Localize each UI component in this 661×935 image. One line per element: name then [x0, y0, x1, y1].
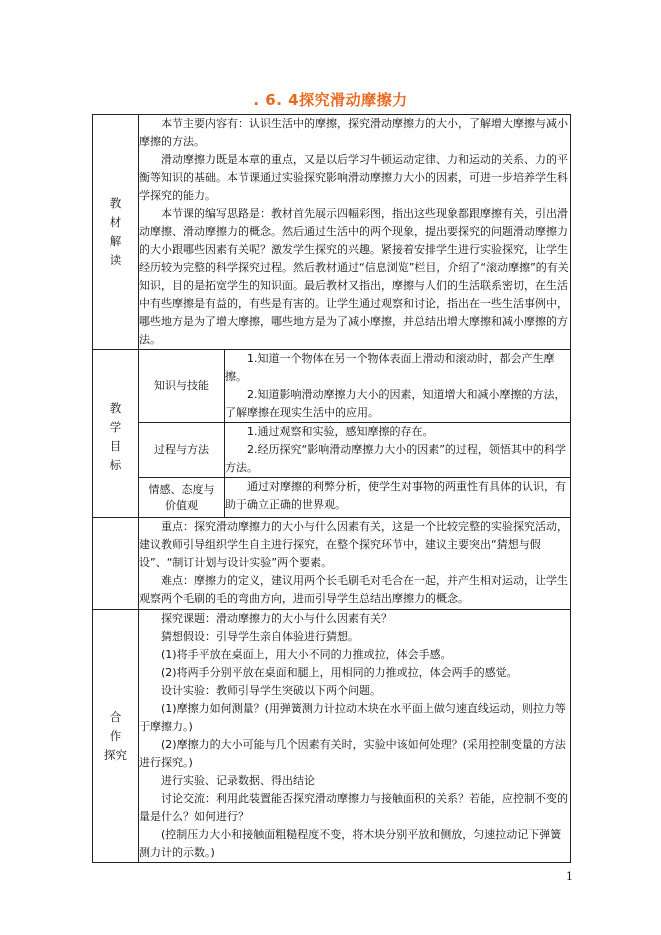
label-keypoints-empty — [93, 518, 139, 610]
paragraph: 通过对摩擦的利弊分析，使学生对事物的两重性有具体的认识，有助于确立正确的世界观。 — [225, 480, 566, 511]
page-title: . 6. 4探究滑动摩擦力 — [253, 91, 408, 109]
paragraph: 本节课的编写思路是：教材首先展示四幅彩图，指出这些现象都跟摩擦有关，引出滑动摩擦、滑动摩擦力的概念。然后通过生活中的两个现象，提出要探究的问题滑动摩擦力的大小跟哪些因素有关呢？激发学生探究的兴趣。紧接着安排学生进行实验探究，让学生经历较为完整的科学探究过程。然后教材通过“信息浏览”栏目，介绍了“滚动摩擦”的有关知识，目的是拓宽学生的知识面。最后教材又指出，摩擦与人们的生活联系密切，在生活中有些摩擦是有益的，有些是有害的。让学生通过观察和讨论，指出在一些生活事例中，哪些地方是为了增大摩擦，哪些地方是为了减小摩擦，并总结出增大摩擦和减小摩擦的方法。 — [139, 207, 569, 346]
label-char: 目 — [109, 438, 122, 453]
paragraph: (1)摩擦力如何测量？(用弹簧测力计拉动木块在水平面上做匀速直线运动，则拉力等于摩擦力。) — [139, 702, 566, 733]
paragraph: 本节主要内容有：认识生活中的摩擦，探究滑动摩擦力的大小，了解增大摩擦与减小摩擦的方法。 — [139, 117, 568, 148]
paragraph: 1.知道一个物体在另一个物体表面上滑动和滚动时，都会产生摩擦。 — [225, 352, 555, 383]
paragraph: 2.经历探究“影响滑动摩擦力大小的因素”的过程，领悟其中的科学方法。 — [225, 443, 566, 474]
row-goal-knowledge — [93, 350, 571, 423]
label-char-part: 究 — [115, 747, 127, 762]
paragraph: (2)摩擦力的大小可能与几个因素有关时，实验中该如何处理？(采用控制变量的方法进行探究。) — [139, 738, 566, 769]
page-number: 1 — [566, 870, 573, 883]
knowledge-content — [225, 350, 571, 423]
inquiry-content — [139, 610, 571, 863]
label-char: 教 — [109, 196, 122, 210]
label-char: 合 — [109, 709, 122, 724]
paragraph: (1)将手平放在桌面上，用大小不同的力推或拉，体会手感。 — [161, 648, 452, 661]
paragraph: (控制压力大小和接触面粗糙程度不变，将木块分别平放和侧放，匀速拉动记下弹簧测力计的示数。) — [139, 828, 562, 859]
label-textbook-interpretation — [93, 115, 139, 350]
label-char: 学 — [109, 419, 122, 434]
row-textbook-interpretation — [93, 115, 571, 350]
paragraph: 探究课题：滑动摩擦力的大小与什么因素有关？ — [161, 612, 392, 625]
label-line: 情感、态度与 — [148, 482, 215, 496]
paragraph: 设计实验：教师引导学生突破以下两个问题。 — [161, 684, 381, 697]
keypoints-content — [139, 518, 571, 610]
lesson-plan-table — [92, 114, 571, 863]
label-char: 读 — [109, 253, 122, 267]
label-char: 材 — [109, 215, 122, 229]
paragraph: 难点：摩擦力的定义，建议用两个长毛刷毛对毛合在一起，并产生相对运动，让学生观察两个毛刷的毛的弯曲方向，进而引导学生总结出摩擦力的概念。 — [139, 574, 568, 605]
paragraph: 讨论交流：利用此装置能否探究滑动摩擦力与接触面积的关系？若能，应控制不变的量是什么？如何进行？ — [139, 792, 568, 823]
label-char: 标 — [109, 457, 122, 472]
label-char-part: 探 — [104, 747, 116, 762]
label-knowledge-skills: 知识与技能 — [139, 350, 225, 423]
paragraph: 猜想假设：引导学生亲自体验进行猜想。 — [161, 630, 359, 643]
row-keypoints — [93, 518, 571, 610]
label-attitude-values — [139, 478, 225, 518]
paragraph: 进行实验、记录数据、得出结论 — [161, 774, 315, 787]
label-teaching-goals — [93, 350, 139, 518]
label-char: 解 — [109, 234, 122, 248]
textbook-content — [139, 115, 571, 350]
label-char: 教 — [109, 400, 122, 415]
label-process-methods: 过程与方法 — [139, 423, 225, 478]
row-goal-process — [93, 423, 571, 478]
paragraph: 滑动摩擦力既是本章的重点，又是以后学习牛顿运动定律、力和运动的关系、力的平衡等知识的基础。本节课通过实验探究影响滑动摩擦力大小的因素，可进一步培养学生科学探究的能力。 — [139, 153, 568, 202]
process-content — [225, 423, 571, 478]
row-goal-attitude — [93, 478, 571, 518]
label-line: 价值观 — [165, 498, 198, 512]
paragraph: 重点：探究滑动摩擦力的大小与什么因素有关，这是一个比较完整的实验探究活动，建议教师引导组织学生自主进行探究，在整个探究环节中，建议主要突出“猜想与假设”、“制订计划与设计实验”两个要素。 — [139, 520, 568, 569]
label-char: 作 — [109, 728, 122, 743]
row-cooperative-inquiry — [93, 610, 571, 863]
paragraph: 1.通过观察和实验，感知摩擦的存在。 — [247, 425, 434, 438]
paragraph: (2)将两手分别平放在桌面和腿上，用相同的力推或拉，体会两手的感觉。 — [161, 666, 518, 679]
attitude-content — [225, 478, 571, 518]
label-cooperative-inquiry — [93, 610, 139, 863]
paragraph: 2.知道影响滑动摩擦力大小的因素，知道增大和减小摩擦的方法，了解摩擦在现实生活中的应用。 — [225, 388, 566, 419]
label-char — [93, 746, 138, 765]
